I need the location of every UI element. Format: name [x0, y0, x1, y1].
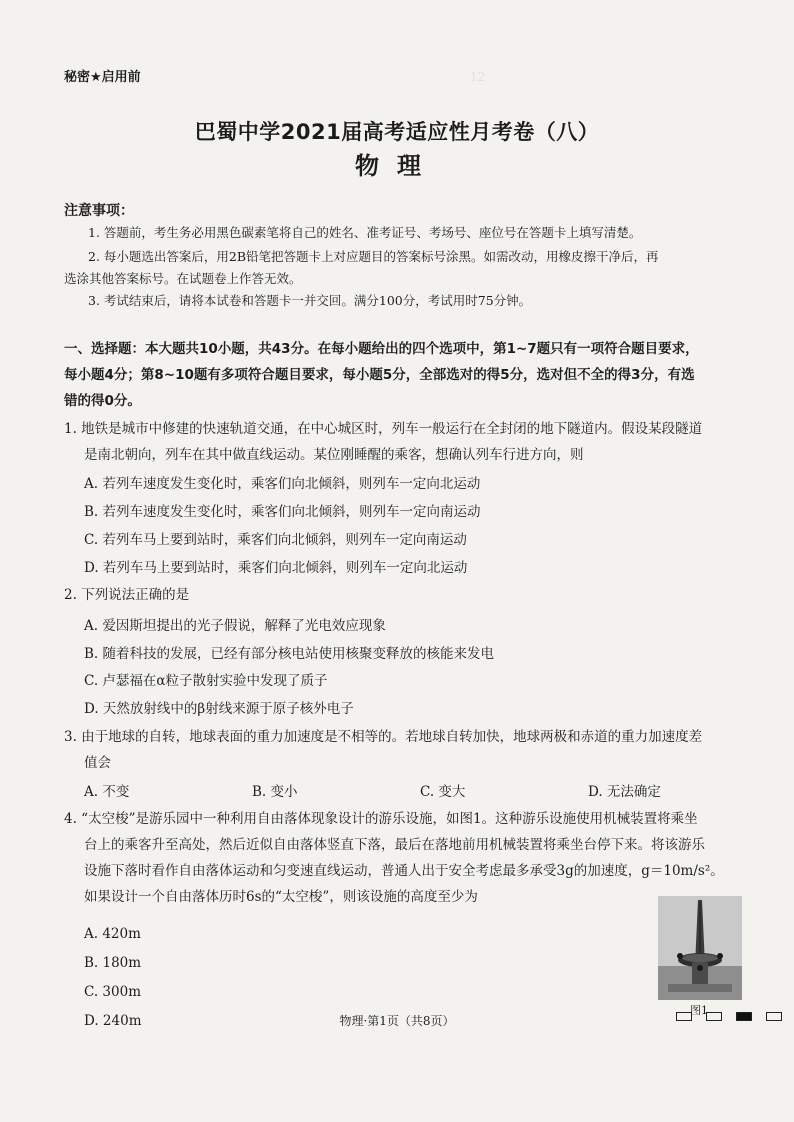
stem-line: 如果设计一个自由落体历时6s的“太空梭”，则该设施的高度至少为 [84, 889, 478, 905]
question-1-stem [64, 416, 744, 468]
page-footer: 物理·第1页（共8页） [339, 1014, 455, 1028]
question-3-stem [64, 724, 744, 776]
secret-label: 秘密★启用前 [64, 70, 141, 85]
question-2-option-b: B. 随着科技的发展，已经有部分核电站使用核聚变释放的核能来发电 [84, 646, 495, 662]
stem-line: 3. 由于地球的自转，地球表面的重力加速度是不相等的。若地球自转加快，地球两极和赤道的重力加速度差 [64, 729, 703, 745]
section-instructions [64, 336, 744, 414]
question-2-option-d: D. 天然放射线中的β射线来源于原子核外电子 [84, 701, 354, 717]
stem-line: 4. “太空梭”是游乐园中一种利用自由落体现象设计的游乐设施，如图1。这种游乐设施使用机械装置将乘坐 [64, 811, 698, 827]
notice-heading: 注意事项： [64, 203, 134, 219]
question-3-option-c: C. 变大 [420, 784, 466, 800]
question-4-option-a: A. 420m [84, 926, 141, 942]
bleed-through-text: 12 [470, 70, 486, 84]
question-2-stem: 2. 下列说法正确的是 [64, 587, 190, 603]
space-shot-tower-icon [658, 896, 742, 1000]
question-4-option-b: B. 180m [84, 955, 142, 971]
page-marker-current [736, 1012, 752, 1021]
question-2-option-c: C. 卢瑟福在α粒子散射实验中发现了质子 [84, 673, 328, 689]
notice-item-1: 1. 答题前，考生务必用黑色碳素笔将自己的姓名、准考证号、考场号、座位号在答题卡上填写清楚。 [88, 225, 642, 240]
stem-line: 是南北朝向，列车在其中做直线运动。某位刚睡醒的乘客，想确认列车行进方向，则 [84, 447, 584, 463]
question-4-stem [64, 806, 744, 910]
section-line: 每小题4分；第8~10题有多项符合题目要求，每小题5分，全部选对的得5分，选对但不全的得3分，有选 [64, 367, 695, 383]
notice-item-3: 3. 考试结束后，请将本试卷和答题卡一并交回。满分100分，考试用时75分钟。 [88, 293, 532, 308]
stem-line: 台上的乘客升至高处，然后近似自由落体竖直下落，最后在落地前用机械装置将乘坐台停下来。将该游乐 [84, 837, 705, 853]
question-1-option-d: D. 若列车马上要到站时，乘客们向北倾斜，则列车一定向北运动 [84, 560, 468, 576]
stem-line: 设施下落时看作自由落体运动和匀变速直线运动，普通人出于安全考虑最多承受3g的加速度，g＝10m/s²。 [84, 863, 724, 879]
notice-item-2-cont: 选涂其他答案标号。在试题卷上作答无效。 [64, 271, 302, 286]
question-1-option-c: C. 若列车马上要到站时，乘客们向北倾斜，则列车一定向南运动 [84, 532, 467, 548]
page-marker [676, 1012, 692, 1021]
figure-1-caption: 图1 [690, 1004, 708, 1017]
notice-item-2: 2. 每小题选出答案后，用2B铅笔把答题卡上对应题目的答案标号涂黑。如需改动，用橡皮擦干净后，再 [88, 249, 659, 264]
question-1-option-b: B. 若列车速度发生变化时，乘客们向北倾斜，则列车一定向南运动 [84, 504, 481, 520]
question-4-option-d: D. 240m [84, 1013, 142, 1029]
page-markers [676, 1012, 782, 1021]
section-line: 错的得0分。 [64, 393, 141, 409]
question-3-option-a: A. 不变 [84, 784, 130, 800]
page-marker [766, 1012, 782, 1021]
exam-title: 巴蜀中学2021届高考适应性月考卷（八） [194, 120, 600, 144]
question-3-option-b: B. 变小 [252, 784, 298, 800]
stem-line: 值会 [84, 755, 111, 771]
stem-line: 1. 地铁是城市中修建的快速轨道交通，在中心城区时，列车一般运行在全封闭的地下隧道内。假设某段隧道 [64, 421, 703, 437]
page-marker [706, 1012, 722, 1021]
question-1-option-a: A. 若列车速度发生变化时，乘客们向北倾斜，则列车一定向北运动 [84, 476, 481, 492]
subject-title: 物理 [355, 152, 439, 180]
space-shot-photo [658, 896, 742, 1000]
question-4-option-c: C. 300m [84, 984, 141, 1000]
question-3-option-d: D. 无法确定 [588, 784, 661, 800]
question-2-option-a: A. 爱因斯坦提出的光子假说，解释了光电效应现象 [84, 618, 386, 634]
section-line: 一、选择题：本大题共10小题，共43分。在每小题给出的四个选项中，第1~7题只有一项符合题目要求， [64, 341, 699, 357]
